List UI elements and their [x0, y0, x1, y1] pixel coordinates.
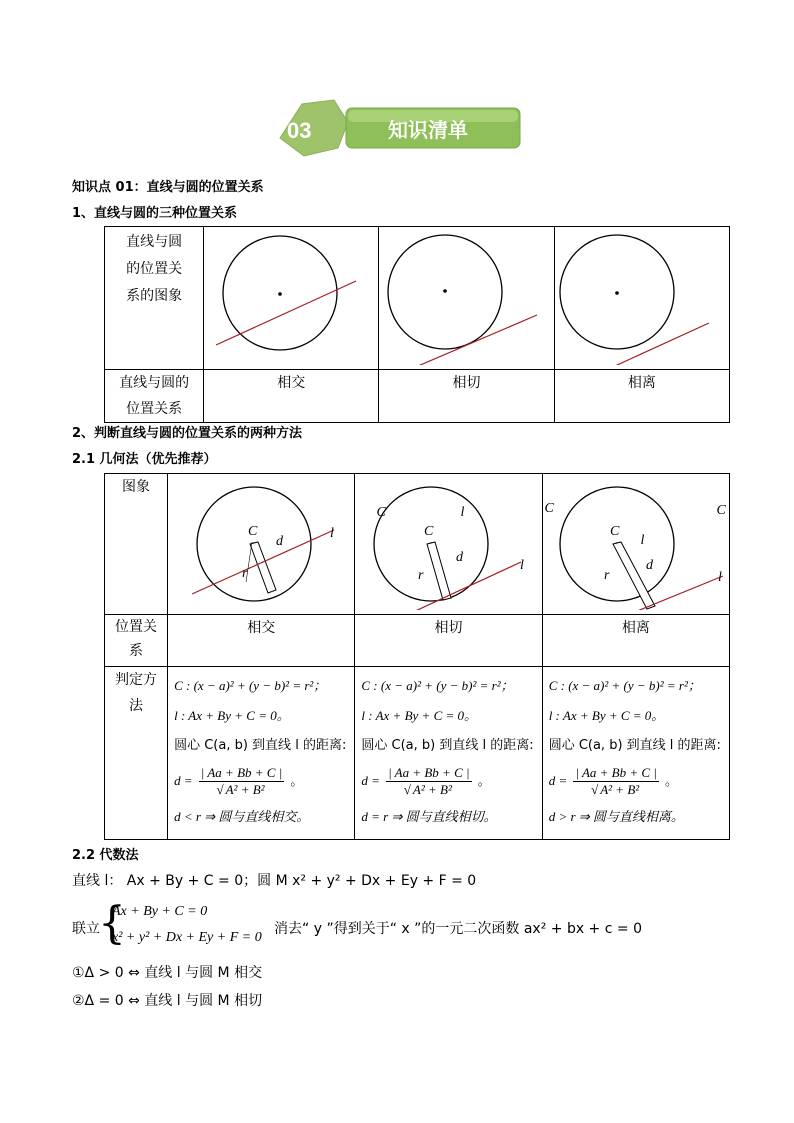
row-label-graph: [105, 474, 168, 615]
system-equation-1: Ax + By + C = 0: [112, 904, 208, 919]
subheading-two-methods: 2、判断直线与圆的位置关系的两种方法: [72, 426, 303, 441]
diagram-tangent: [379, 227, 553, 365]
subheading-geometric: 2.1 几何法（优先推荐）: [72, 452, 217, 467]
center-label: C: [424, 524, 434, 539]
distance-label: d: [646, 558, 653, 573]
distance-text: 圆心 C(a, b) 到直线 l 的距离:: [174, 738, 347, 753]
circle-equation: C : (x − a)² + (y − b)² = r²；: [548, 678, 701, 693]
period: 。: [665, 774, 679, 789]
conclusion: d < r ⇒ 圆与直线相交。: [174, 809, 310, 824]
line-label: l: [520, 558, 524, 573]
combine-label: 联立: [72, 921, 100, 937]
relation-intersect: 相交: [204, 370, 379, 423]
fraction-denominator: A² + B²: [600, 782, 640, 797]
system-brace: {: [98, 898, 126, 949]
eliminate-text: 消去“ y ”得到关于“ x ”的一元二次函数 ax² + bx + c = 0: [274, 921, 642, 937]
line-circle-definition: 直线 l： Ax + By + C = 0；圆 M x² + y² + Dx + Ey + F = 0: [72, 873, 477, 889]
distance-formula: [174, 765, 348, 798]
diagram-d-intersect: [168, 474, 354, 610]
case-discriminant-positive: ①Δ > 0 ⇔ 直线 l 与圆 M 相交: [72, 965, 263, 981]
period: 。: [290, 774, 304, 789]
label-line: 判定方: [115, 672, 158, 688]
radius-label: r: [418, 568, 424, 583]
relation-separate: 相离: [554, 370, 729, 423]
row-label-method: [105, 667, 168, 840]
label-line: 位置关系: [126, 401, 183, 417]
diagram-intersect: [204, 227, 378, 365]
line-label: l: [640, 532, 645, 548]
relation-tangent: 相切: [355, 615, 542, 667]
center-label: C: [716, 502, 726, 518]
fraction-numerator: | Aa + Bb + C |: [575, 765, 657, 780]
fraction-numerator: | Aa + Bb + C |: [200, 765, 283, 780]
label-line: 图象: [122, 479, 151, 495]
graph-tangent: [355, 474, 542, 615]
d-equals: d =: [174, 773, 193, 788]
system-equation-2: x² + y² + Dx + Ey + F = 0: [112, 930, 262, 945]
header-badge-number: 03: [287, 118, 312, 143]
fraction-denominator: A² + B²: [412, 782, 452, 797]
line-label: l: [718, 570, 722, 585]
radius-label: r: [604, 568, 610, 583]
period: 。: [477, 774, 491, 789]
relation-tangent: 相切: [379, 370, 554, 423]
distance-text: 圆心 C(a, b) 到直线 l 的距离:: [361, 738, 534, 753]
distance-formula: [361, 765, 535, 798]
line-label: l: [330, 526, 334, 541]
row-label-relation: [105, 370, 204, 423]
conclusion: d > r ⇒ 圆与直线相离。: [548, 809, 684, 824]
subheading-three-relations: 1、直线与圆的三种位置关系: [72, 206, 238, 221]
header-title: 知识清单: [388, 118, 468, 142]
line-label: l: [460, 504, 465, 520]
distance-label: d: [456, 550, 463, 565]
center-label: C: [248, 524, 258, 539]
line-equation: l : Ax + By + C = 0。: [548, 708, 665, 723]
method-intersect: [168, 667, 355, 840]
d-equals: d =: [548, 773, 568, 788]
radius-label: r: [242, 566, 248, 581]
row-label-position: [105, 615, 168, 667]
center-label: C: [544, 500, 554, 516]
circle-equation: C : (x − a)² + (y − b)² = r²；: [174, 678, 327, 693]
distance-text: 圆心 C(a, b) 到直线 l 的距离:: [548, 738, 721, 753]
diagram-d-separate: [543, 474, 729, 610]
d-equals: d =: [361, 773, 380, 788]
case-discriminant-zero: ②Δ = 0 ⇔ 直线 l 与圆 M 相切: [72, 993, 263, 1009]
graph-intersect: [168, 474, 355, 615]
relation-intersect: 相交: [168, 615, 355, 667]
circle-equation: C : (x − a)² + (y − b)² = r²；: [361, 678, 514, 693]
label-line: 法: [129, 698, 144, 714]
center-label: C: [610, 524, 620, 539]
diagram-separate: [555, 227, 729, 365]
distance-label: d: [276, 534, 283, 549]
label-line: 位置关: [115, 619, 158, 635]
topic-heading: 知识点 01：直线与圆的位置关系: [72, 180, 264, 195]
fraction-denominator: A² + B²: [225, 782, 265, 797]
fraction: $\frac{| Aa + Bb + C |}{\text{√ A² + B²}}$: [388, 765, 470, 797]
conclusion: d = r ⇒ 圆与直线相切。: [361, 809, 497, 824]
diagram-d-tangent: [355, 474, 541, 610]
fraction-numerator: | Aa + Bb + C |: [388, 765, 470, 780]
label-line: 直线与圆的: [119, 375, 190, 391]
subheading-algebraic: 2.2 代数法: [72, 848, 139, 863]
geometric-method-table: [104, 473, 730, 840]
center-label: C: [376, 504, 386, 520]
label-line: 系的图象: [126, 288, 183, 304]
distance-formula: [549, 765, 723, 798]
graph-separate: [542, 474, 729, 615]
label-line: 系: [129, 643, 144, 659]
line-equation: l : Ax + By + C = 0。: [174, 708, 290, 723]
method-tangent: [355, 667, 542, 840]
row-label-image: [105, 227, 204, 370]
label-line: 直线与圆: [126, 234, 183, 250]
fraction: $\frac{| Aa + Bb + C |}{\text{√ A² + B²}}$: [575, 765, 657, 797]
line-equation: l : Ax + By + C = 0。: [361, 708, 478, 723]
relation-separate: 相离: [542, 615, 729, 667]
method-separate: [542, 667, 729, 840]
fraction: $\frac{| Aa + Bb + C |}{\text{√ A² + B²}}$: [200, 765, 283, 797]
label-line: 的位置关: [126, 261, 183, 277]
